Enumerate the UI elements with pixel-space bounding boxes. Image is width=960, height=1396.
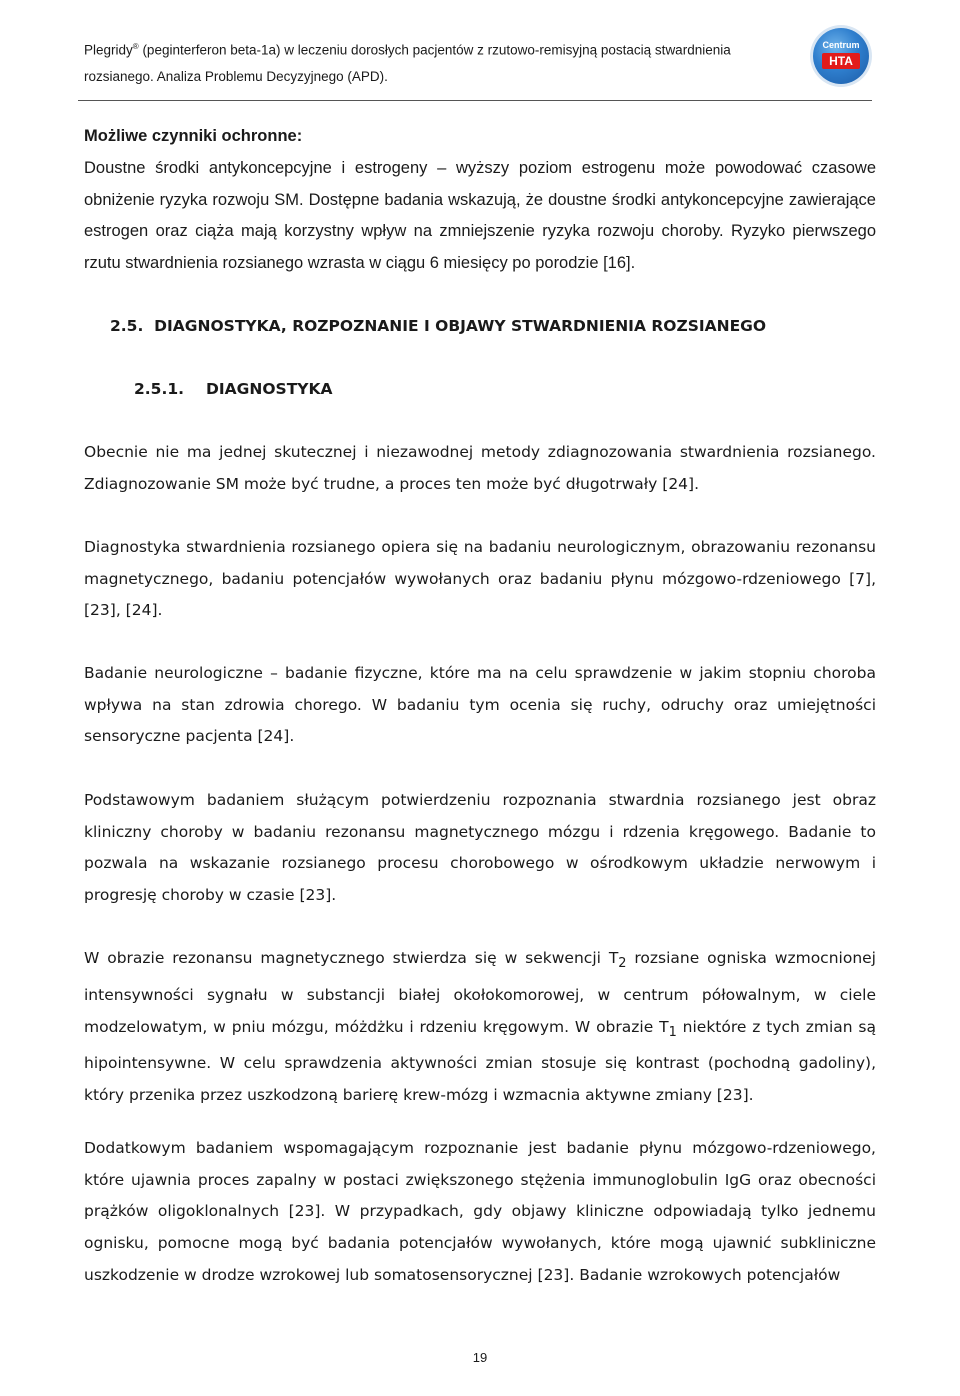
protective-heading-text: Możliwe czynniki ochronne: (84, 127, 303, 145)
section-title: DIAGNOSTYKA, ROZPOZNANIE I OBJAWY STWARDNIENIA ROZSIANEGO (154, 317, 767, 335)
paragraph-2: Diagnostyka stwardnienia rozsianego opiera się na badaniu neurologicznym, obrazowaniu rezonansu magnetycznego, badaniu potencjałów wywołanych oraz badaniu płynu mózgowo-rdzeniowego [7], [23], [24]. (84, 538, 876, 620)
paragraph-5-part-b: rozsiane ogniska wzmocnionej intensywności sygnału w substancji białej okołokomorowej, w centrum półowalnym, w ciele modzelowatym, w pniu mózgu, móżdżku i rdzeniu kręgowym. W obrazie T (84, 949, 876, 1036)
section-number: 2.5. (110, 317, 144, 335)
subscript-2: 2 (618, 956, 627, 972)
logo-text-bottom: HTA (822, 53, 860, 69)
header-divider (78, 100, 872, 101)
page-number: 19 (472, 1350, 488, 1365)
running-header (84, 34, 804, 90)
header-line1-rest: (peginterferon beta-1a) w leczeniu dorosłych pacjentów z rzutowo-remisyjną postacią stwardnienia (138, 42, 731, 58)
registered-mark: ® (132, 42, 139, 51)
paragraph-5-part-a: W obrazie rezonansu magnetycznego stwierdza się w sekwencji T (84, 949, 619, 967)
subsection-title: DIAGNOSTYKA (206, 380, 333, 398)
subscript-1: 1 (668, 1024, 677, 1040)
section-heading-2-5 (110, 310, 766, 342)
protective-factors-heading (84, 121, 876, 153)
header-line2: rozsianego. Analiza Problemu Decyzyjnego (APD). (84, 68, 388, 84)
subsection-number: 2.5.1. (134, 380, 185, 398)
header-product: Plegridy (84, 42, 133, 58)
paragraph-5-part-c: niektóre z tych zmian są hipointensywne. W celu sprawdzenia aktywności zmian stosuje się kontrast (pochodną gadoliny), który przenika przez uszkodzoną barierę krew-mózg i wzmacnia aktywne zmiany [23]. (84, 1017, 876, 1104)
section-heading-2-5-1 (134, 373, 333, 405)
paragraph-4: Podstawowym badaniem służącym potwierdzeniu rozpoznania stwardnia rozsianego jest obraz kliniczny choroby w badaniu rezonansu magnetycznego mózgu i rdzenia kręgowego. Badanie to pozwala na wskazanie rozsianego procesu chorobowego w ośrodkowym układzie nerwowym i progresję choroby w czasie [23]. (84, 791, 876, 905)
protective-factors-text: Doustne środki antykoncepcyjne i estrogeny – wyższy poziom estrogenu może powodować czasowe obniżenie ryzyka rozwoju SM. Dostępne badania wskazują, że doustne środki antykoncepcyjne zawierające estrogen oraz ciąża mają korzystny wpływ na zmniejszenie ryzyka rozwoju choroby. Ryzyko pierwszego rzutu stwardnienia rozsianego wzrasta w ciągu 6 miesięcy po porodzie [16]. (84, 159, 876, 273)
paragraph-6: Dodatkowym badaniem wspomagającym rozpoznanie jest badanie płynu mózgowo-rdzeniowego, które ujawnia proces zapalny w postaci zwiększonego stężenia immunoglobulin IgG oraz obecności prążków oligoklonalnych [23]. W przypadkach, gdy objawy kliniczne odpowiadają tylko jednemu ognisku, pomocne mogą być badania potencjałów wywołanych, które mogą ujawnić subkliniczne uszkodzenie w drodze wzrokowej lub somatosensorycznej [23]. Badanie wzrokowych potencjałów (84, 1139, 876, 1284)
paragraph-1: Obecnie nie ma jednej skutecznej i niezawodnej metody zdiagnozowania stwardnienia rozsianego. Zdiagnozowanie SM może być trudne, a proces ten może być długotrwały [24]. (84, 443, 876, 493)
centrum-hta-logo (813, 28, 869, 84)
paragraph-3: Badanie neurologiczne – badanie fizyczne, które ma na celu sprawdzenie w jakim stopniu choroba wpływa na stan zdrowia chorego. W badaniu tym ocenia się ruchy, odruchy oraz umiejętności sensoryczne pacjenta [24]. (84, 664, 876, 746)
logo-text-top: Centrum (822, 40, 860, 50)
paragraph-5 (84, 943, 876, 1112)
